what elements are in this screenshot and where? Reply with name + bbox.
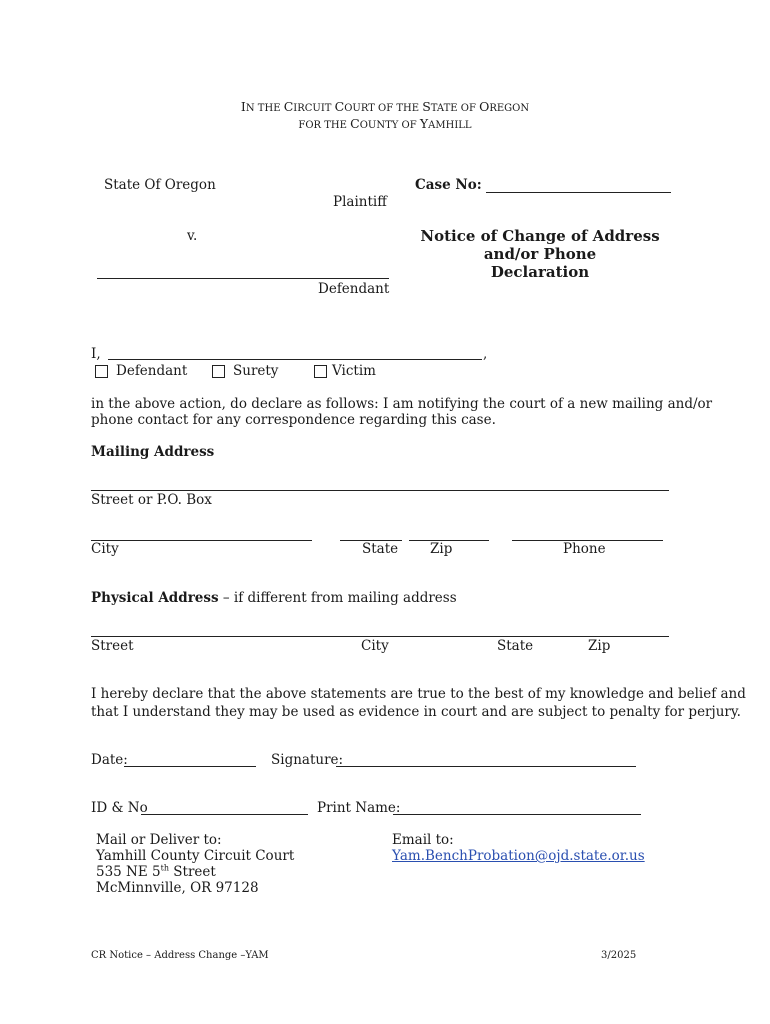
email-to-heading: Email to:: [392, 832, 454, 848]
declaration-line-1: I hereby declare that the above statements are true to the best of my knowledge and belief and: [91, 686, 746, 702]
mailing-street-line[interactable]: [91, 490, 669, 491]
surety-option-label: Surety: [233, 363, 279, 379]
defendant-label: Defendant: [318, 281, 390, 297]
mailing-city-label: City: [91, 541, 119, 557]
versus-label: v.: [187, 228, 198, 244]
physical-address-heading: Physical Address – if different from mailing address: [91, 590, 457, 606]
mailing-zip-label: Zip: [430, 541, 453, 557]
plaintiff-label: Plaintiff: [333, 194, 387, 210]
footer-date: 3/2025: [601, 950, 637, 961]
mailing-city-line[interactable]: [91, 540, 312, 541]
print-name-label: Print Name:: [317, 800, 401, 816]
declarant-prefix: I,: [91, 346, 101, 362]
surety-checkbox[interactable]: [212, 365, 225, 378]
declaration-line-2: that I understand they may be used as evidence in court and are subject to penalty for perjury.: [91, 704, 741, 720]
victim-checkbox[interactable]: [314, 365, 327, 378]
declarant-suffix: ,: [483, 346, 488, 362]
victim-option-label: Victim: [332, 363, 376, 379]
id-no-label: ID & No: [91, 800, 148, 816]
statement-line-2: phone contact for any correspondence regarding this case.: [91, 412, 496, 428]
declarant-name-line[interactable]: [108, 359, 482, 360]
signature-line[interactable]: [336, 766, 636, 767]
mail-to-court: Yamhill County Circuit Court: [96, 848, 295, 864]
mail-to-city: McMinnville, OR 97128: [96, 880, 259, 896]
statement-line-1: in the above action, do declare as follows: I am notifying the court of a new mailing and/or: [91, 396, 713, 412]
title-line-2: and/or Phone: [483, 245, 597, 263]
email-link[interactable]: Yam.BenchProbation@ojd.state.or.us: [392, 848, 645, 864]
physical-city-label: City: [361, 638, 389, 654]
physical-street-label: Street: [91, 638, 134, 654]
mailing-street-label: Street or P.O. Box: [91, 492, 212, 508]
defendant-option-label: Defendant: [116, 363, 188, 379]
case-no-line[interactable]: [486, 192, 671, 193]
defendant-name-line[interactable]: [97, 278, 389, 279]
court-header-line-2: FOR THE COUNTY OF YAMHILL: [298, 116, 472, 131]
title-line-3: Declaration: [490, 263, 590, 281]
mailing-state-label: State: [362, 541, 399, 557]
plaintiff-name: State Of Oregon: [104, 177, 216, 193]
physical-zip-label: Zip: [588, 638, 611, 654]
mail-to-heading: Mail or Deliver to:: [96, 832, 222, 848]
mailing-phone-label: Phone: [563, 541, 606, 557]
defendant-checkbox[interactable]: [95, 365, 108, 378]
footer-form-id: CR Notice – Address Change –YAM: [91, 950, 269, 961]
mailing-address-heading: Mailing Address: [91, 444, 215, 460]
court-header-line-1: IN THE CIRCUIT COURT OF THE STATE OF OREGON: [240, 99, 530, 114]
date-line[interactable]: [124, 766, 256, 767]
physical-address-line[interactable]: [91, 636, 669, 637]
mail-to-street: 535 NE 5th Street: [96, 863, 216, 880]
signature-label: Signature:: [271, 752, 344, 768]
date-label: Date:: [91, 752, 128, 768]
case-no-label: Case No:: [415, 177, 482, 193]
physical-state-label: State: [497, 638, 534, 654]
id-no-line[interactable]: [141, 814, 308, 815]
print-name-line[interactable]: [393, 814, 641, 815]
title-line-1: Notice of Change of Address: [420, 227, 660, 245]
